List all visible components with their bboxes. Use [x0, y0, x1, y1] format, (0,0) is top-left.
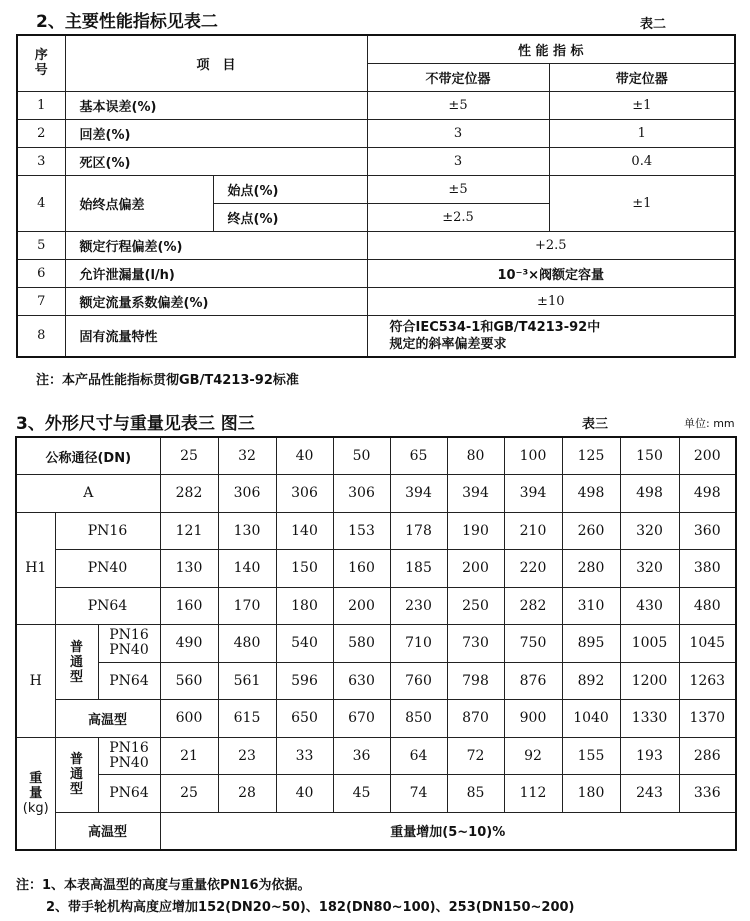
h1_pn64-value: 480 [679, 587, 736, 625]
table-row: 5 额定行程偏差(%) +2.5 [17, 231, 735, 259]
table-row [16, 625, 736, 663]
h_normal_pn64-value: 876 [504, 662, 562, 700]
h1_pn64-value: 230 [390, 587, 447, 625]
table-row: 6 允许泄漏量(l/h) 10⁻³×阀额定容量 [17, 259, 735, 287]
table-row [16, 550, 736, 588]
table-row: 4 始终点偏差 始点(%) ±5 ±1 [17, 175, 735, 203]
h1_pn40-value: 380 [679, 550, 736, 588]
pn16-label: PN16 [55, 512, 160, 550]
w_normal_pn1640-value: 72 [447, 737, 504, 775]
h1_pn16-value: 210 [504, 512, 562, 550]
note-2: 2、带手轮机构高度应增加152(DN20~50)、182(DN80~100)、253(DN150~200) [46, 900, 575, 915]
h_high-value: 850 [390, 700, 447, 738]
a-value: 498 [620, 475, 679, 513]
h1_pn16-value: 178 [390, 512, 447, 550]
h_normal_pn64-value: 1263 [679, 662, 736, 700]
dn-value: 50 [333, 437, 390, 475]
h_high-value: 650 [276, 700, 333, 738]
h_normal_pn1640-value: 580 [333, 625, 390, 663]
w_normal_pn64-value: 112 [504, 775, 562, 813]
a-value: 394 [504, 475, 562, 513]
w_normal_pn1640-value: 36 [333, 737, 390, 775]
h_high-value: 1040 [562, 700, 620, 738]
header-perf: 性 能 指 标 [367, 35, 735, 63]
w_normal_pn64-value: 180 [562, 775, 620, 813]
a-value: 394 [390, 475, 447, 513]
table-row: 7 额定流量系数偏差(%) ±10 [17, 287, 735, 315]
w_normal_pn64-value: 74 [390, 775, 447, 813]
header-no-positioner: 不带定位器 [367, 63, 549, 91]
section2-note: 注：本产品性能指标贯彻GB/T4213-92标准 [36, 373, 299, 388]
h1_pn64-value: 170 [218, 587, 276, 625]
w_normal_pn64-value: 28 [218, 775, 276, 813]
h_normal_pn1640-value: 1005 [620, 625, 679, 663]
w_normal_pn1640-value: 286 [679, 737, 736, 775]
h_high-value: 600 [160, 700, 218, 738]
dn-value: 65 [390, 437, 447, 475]
a-value: 394 [447, 475, 504, 513]
h_normal_pn1640-value: 540 [276, 625, 333, 663]
h1_pn40-value: 320 [620, 550, 679, 588]
table-row [16, 700, 736, 738]
dn-value: 200 [679, 437, 736, 475]
normal-type-label: 普通型 [55, 625, 98, 700]
h1_pn16-value: 320 [620, 512, 679, 550]
weight-label: 重量 (kg) [16, 737, 55, 850]
unit-label: 单位: mm [684, 417, 735, 430]
table3-label: 表三 [582, 417, 609, 432]
h1_pn40-value: 280 [562, 550, 620, 588]
h_normal_pn64-value: 760 [390, 662, 447, 700]
h1-label: H1 [16, 512, 55, 625]
dn-value: 80 [447, 437, 504, 475]
h_high-value: 900 [504, 700, 562, 738]
h_high-value: 670 [333, 700, 390, 738]
h1_pn64-value: 310 [562, 587, 620, 625]
table2-label: 表二 [640, 17, 667, 32]
h_normal_pn64-value: 1200 [620, 662, 679, 700]
dn-value: 100 [504, 437, 562, 475]
h1_pn16-value: 360 [679, 512, 736, 550]
h1_pn64-value: 282 [504, 587, 562, 625]
h1_pn40-value: 160 [333, 550, 390, 588]
h1_pn16-value: 130 [218, 512, 276, 550]
a-value: 306 [276, 475, 333, 513]
table-row [16, 662, 736, 700]
performance-table [16, 34, 736, 358]
pn64-label: PN64 [98, 775, 160, 813]
high-temp-label: 高温型 [55, 812, 160, 850]
w_normal_pn64-value: 25 [160, 775, 218, 813]
table-row [16, 775, 736, 813]
normal-type-label: 普通型 [55, 737, 98, 812]
a-value: 498 [562, 475, 620, 513]
h_high-value: 1370 [679, 700, 736, 738]
h_high-value: 615 [218, 700, 276, 738]
h1_pn40-value: 200 [447, 550, 504, 588]
a-label: A [16, 475, 160, 513]
h1_pn40-value: 185 [390, 550, 447, 588]
w_normal_pn1640-value: 92 [504, 737, 562, 775]
w_normal_pn64-value: 40 [276, 775, 333, 813]
header-item: 项 目 [65, 35, 367, 91]
h1_pn64-value: 200 [333, 587, 390, 625]
w_normal_pn1640-value: 33 [276, 737, 333, 775]
h_high-value: 1330 [620, 700, 679, 738]
header-with-positioner: 带定位器 [549, 63, 735, 91]
w_normal_pn1640-value: 23 [218, 737, 276, 775]
h_normal_pn1640-value: 490 [160, 625, 218, 663]
section3-heading: 3、外形尺寸与重量见表三 图三 [16, 414, 255, 434]
pn40-label: PN40 [55, 550, 160, 588]
h1_pn64-value: 160 [160, 587, 218, 625]
h_normal_pn64-value: 561 [218, 662, 276, 700]
dn-value: 125 [562, 437, 620, 475]
table-row [16, 512, 736, 550]
table-row [16, 587, 736, 625]
weight-increase: 重量增加(5~10)% [160, 812, 736, 850]
dn-value: 150 [620, 437, 679, 475]
pn64-label: PN64 [55, 587, 160, 625]
a-value: 306 [218, 475, 276, 513]
h1_pn16-value: 140 [276, 512, 333, 550]
w_normal_pn1640-value: 64 [390, 737, 447, 775]
h_normal_pn64-value: 892 [562, 662, 620, 700]
table-row [16, 812, 736, 850]
h1_pn16-value: 260 [562, 512, 620, 550]
table-row: 终点(%) ±2.5 [17, 203, 735, 231]
h_normal_pn1640-value: 730 [447, 625, 504, 663]
dimension-table [15, 436, 737, 851]
table-row: 3 死区(%) 3 0.4 [17, 147, 735, 175]
section2-heading: 2、主要性能指标见表二 [36, 12, 218, 32]
dn-value: 25 [160, 437, 218, 475]
h1_pn16-value: 190 [447, 512, 504, 550]
table-row: 2 回差(%) 3 1 [17, 119, 735, 147]
w_normal_pn1640-value: 155 [562, 737, 620, 775]
h_normal_pn1640-value: 1045 [679, 625, 736, 663]
table-row [16, 737, 736, 775]
pn64-label: PN64 [98, 662, 160, 700]
h1_pn16-value: 153 [333, 512, 390, 550]
h1_pn40-value: 140 [218, 550, 276, 588]
h_normal_pn1640-value: 710 [390, 625, 447, 663]
h_high-value: 870 [447, 700, 504, 738]
h_normal_pn64-value: 560 [160, 662, 218, 700]
a-value: 282 [160, 475, 218, 513]
table-row [16, 437, 736, 475]
h_normal_pn64-value: 596 [276, 662, 333, 700]
w_normal_pn64-value: 243 [620, 775, 679, 813]
h1_pn64-value: 430 [620, 587, 679, 625]
w_normal_pn64-value: 45 [333, 775, 390, 813]
w_normal_pn1640-value: 193 [620, 737, 679, 775]
high-temp-label: 高温型 [55, 700, 160, 738]
h_normal_pn1640-value: 750 [504, 625, 562, 663]
pn16-pn40-label: PN16 PN40 [98, 737, 160, 775]
w_normal_pn64-value: 336 [679, 775, 736, 813]
table-row: 1 基本误差(%) ±5 ±1 [17, 91, 735, 119]
h_normal_pn64-value: 630 [333, 662, 390, 700]
w_normal_pn64-value: 85 [447, 775, 504, 813]
h1_pn40-value: 150 [276, 550, 333, 588]
h1_pn64-value: 250 [447, 587, 504, 625]
w_normal_pn1640-value: 21 [160, 737, 218, 775]
pn16-pn40-label: PN16 PN40 [98, 625, 160, 663]
note-1: 注：1、本表高温型的高度与重量依PN16为依据。 [16, 878, 311, 893]
h1_pn64-value: 180 [276, 587, 333, 625]
table-row [16, 475, 736, 513]
h_normal_pn1640-value: 480 [218, 625, 276, 663]
dn-value: 32 [218, 437, 276, 475]
h1_pn40-value: 130 [160, 550, 218, 588]
a-value: 306 [333, 475, 390, 513]
a-value: 498 [679, 475, 736, 513]
dn-value: 40 [276, 437, 333, 475]
dn-label: 公称通径(DN) [16, 437, 160, 475]
h1_pn16-value: 121 [160, 512, 218, 550]
header-seq: 序号 [17, 35, 65, 91]
table-row: 8 固有流量特性 符合IEC534-1和GB/T4213-92中 规定的斜率偏差要求 [17, 315, 735, 357]
h_normal_pn64-value: 798 [447, 662, 504, 700]
h-label: H [16, 625, 55, 738]
h_normal_pn1640-value: 895 [562, 625, 620, 663]
h1_pn40-value: 220 [504, 550, 562, 588]
